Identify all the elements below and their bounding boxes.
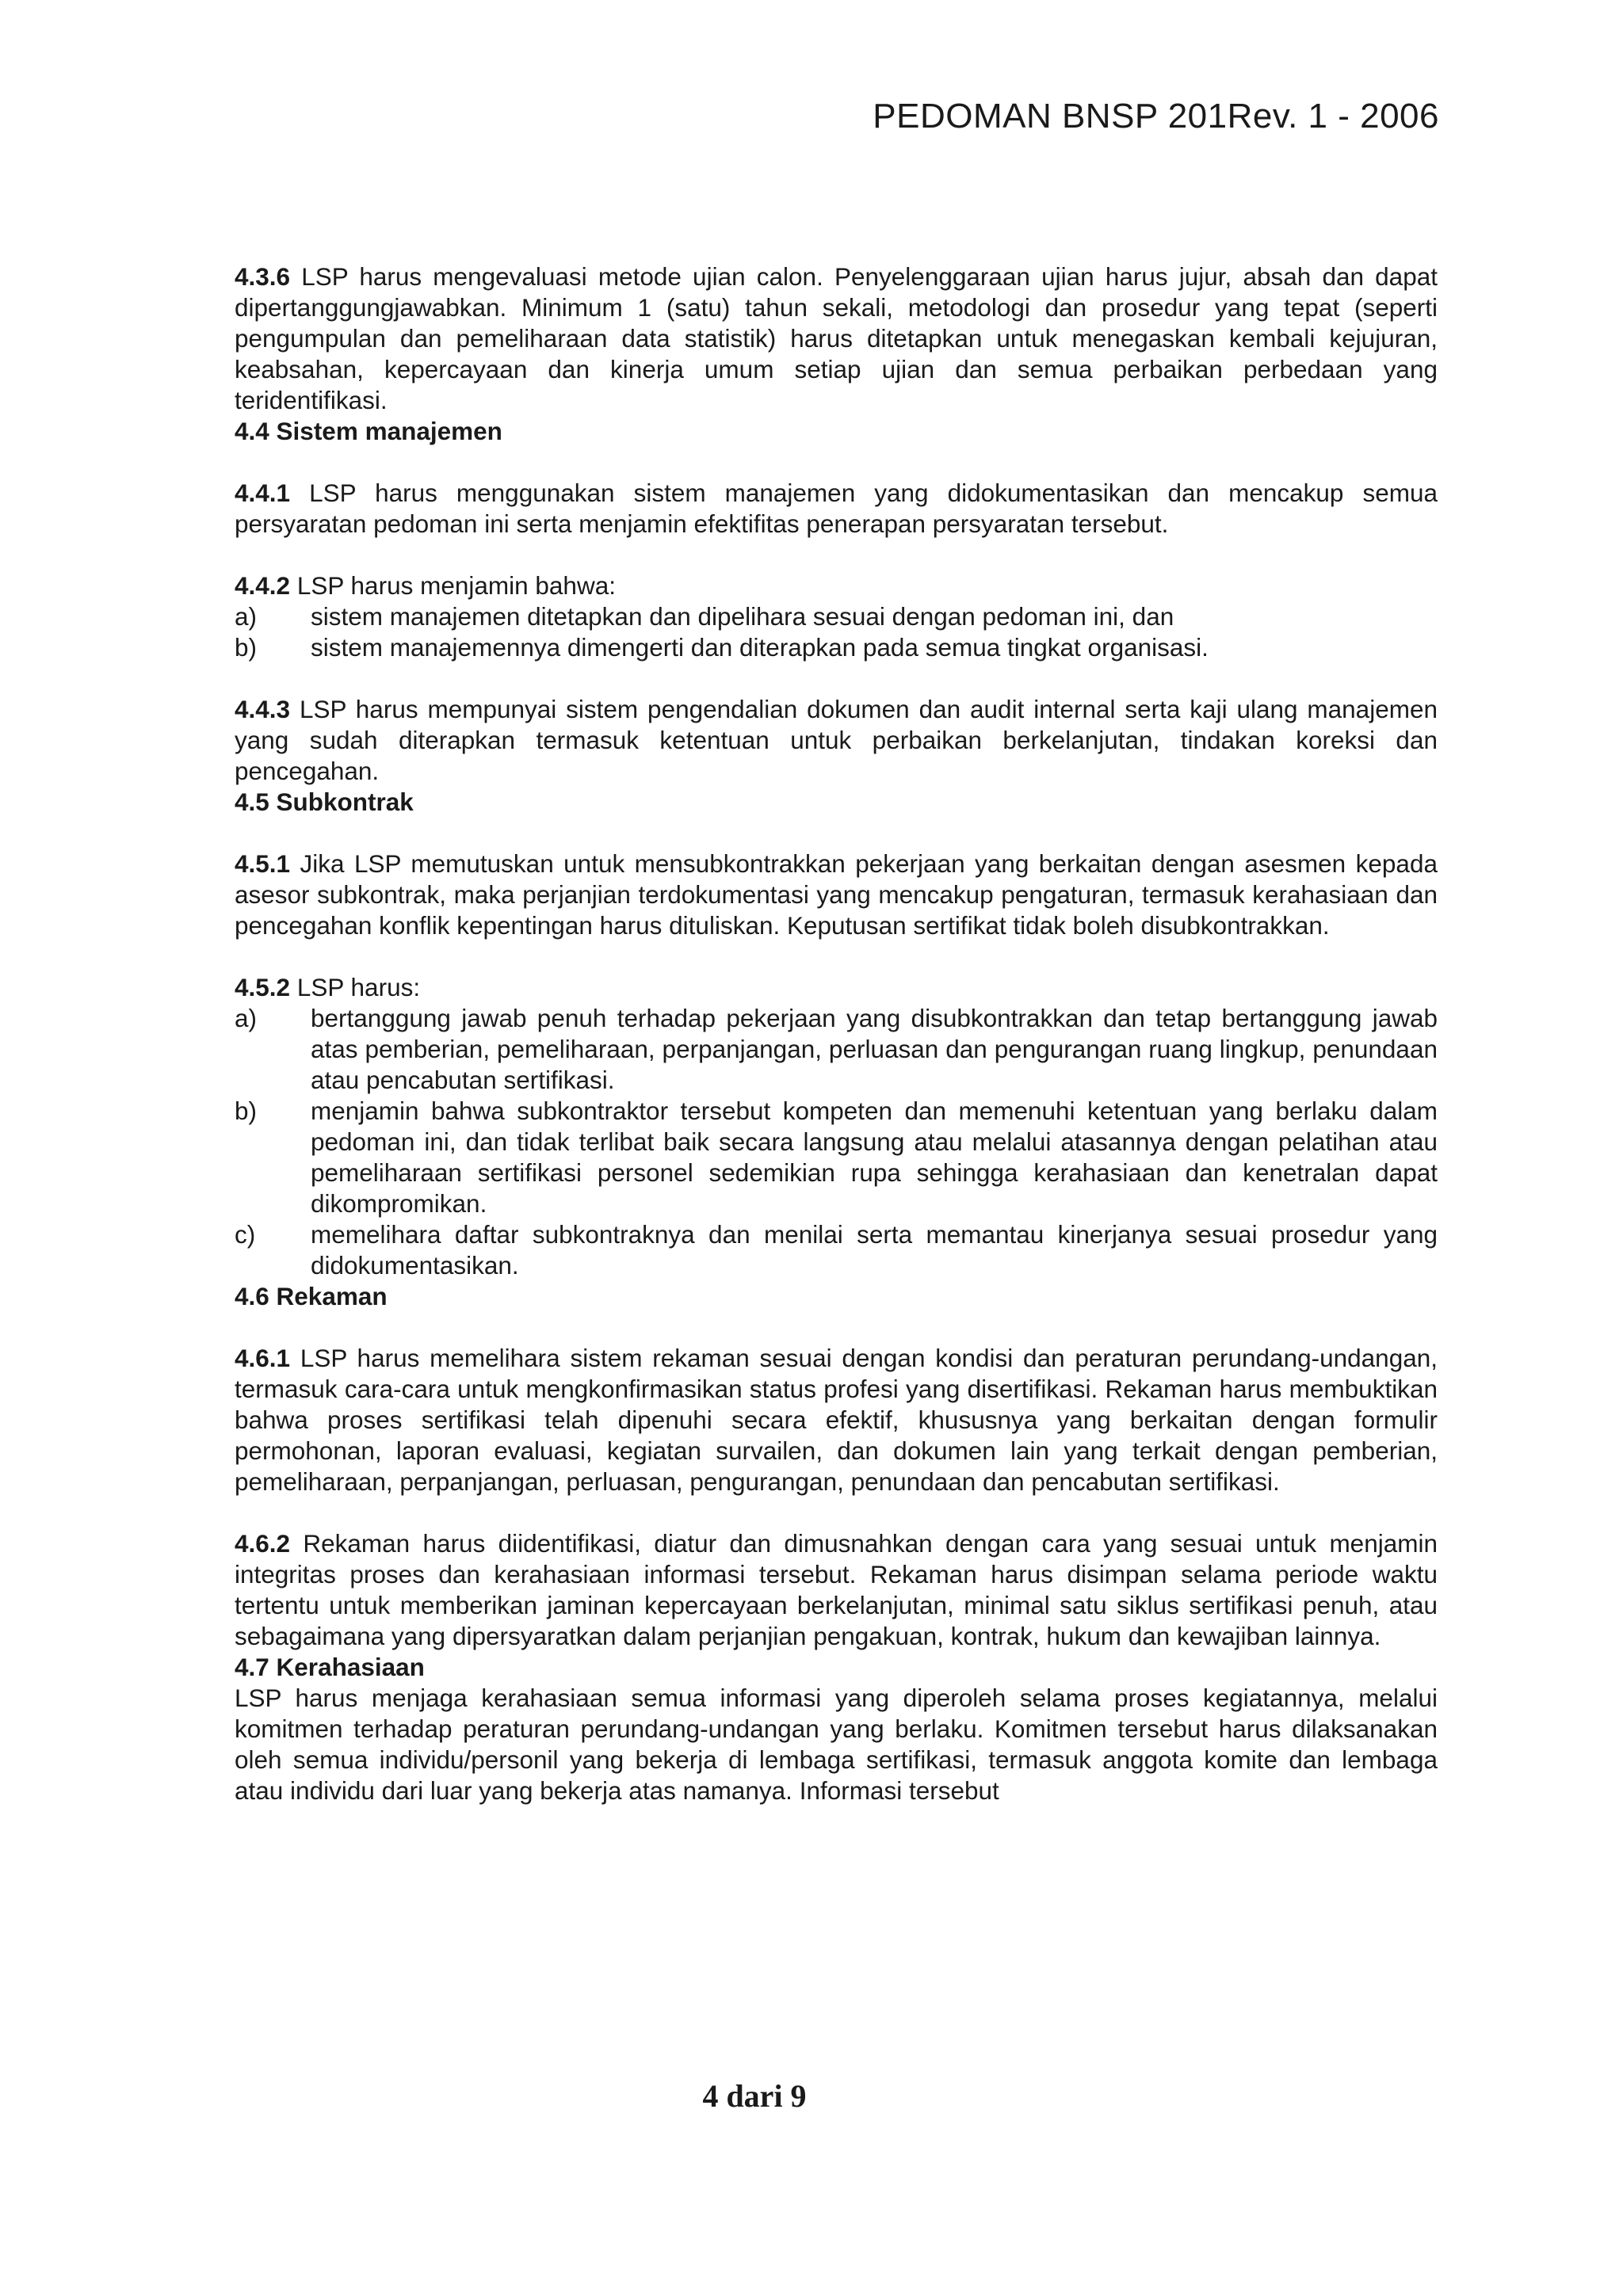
- list-text: memelihara daftar subkontraknya dan menilai serta memantau kinerjanya sesuai prosedur yang didokumentasikan.: [311, 1220, 1438, 1280]
- paragraph-4-3-6: [235, 261, 1438, 416]
- clause-number: 4.4.1: [235, 479, 291, 507]
- clause-text: LSP harus memelihara sistem rekaman sesuai dengan kondisi dan peraturan perundang-undangan, termasuk cara-cara untuk mengkonfirmasikan status profesi yang disertifikasi. Rekaman harus membuktikan bahwa proses sertifikasi telah dipenuhi secara efektif, khususnya yang berkaitan dengan formulir permohonan, laporan evaluasi, kegiatan survailen, dan dokumen lain yang terkait dengan pemberian, pemeliharaan, perpanjangan, perluasan, pengurangan, penundaan dan pencabutan sertifikasi.: [235, 1344, 1438, 1496]
- clause-number: 4.4.3: [235, 695, 291, 723]
- clause-number: 4.6.2: [235, 1529, 291, 1558]
- paragraph-4-7: LSP harus menjaga kerahasiaan semua informasi yang diperoleh selama proses kegiatannya, melalui komitmen terhadap peraturan perundang-undangan yang berlaku. Komitmen tersebut harus dilaksanakan oleh semua individu/personil yang bekerja di lembaga sertifikasi, termasuk anggota komite dan lembaga atau individu dari luar yang bekerja atas namanya. Informasi tersebut: [235, 1684, 1438, 1805]
- section-heading-4-7: 4.7 Kerahasiaan: [235, 1653, 425, 1681]
- clause-number: 4.3.6: [235, 262, 291, 291]
- list-item: [235, 1003, 1438, 1096]
- page-number: 4 dari 9: [702, 2078, 807, 2114]
- clause-list: [235, 1003, 1438, 1281]
- clause-text: LSP harus menggunakan sistem manajemen yang didokumentasikan dan mencakup semua persyaratan pedoman ini serta menjamin efektifitas penerapan persyaratan tersebut.: [235, 479, 1438, 538]
- clause-intro: [235, 570, 1438, 601]
- list-text: sistem manajemen ditetapkan dan dipelihara sesuai dengan pedoman ini, dan: [311, 602, 1174, 631]
- page-header: PEDOMAN BNSP 201Rev. 1 - 2006: [873, 97, 1439, 135]
- clause-text: LSP harus menjamin bahwa:: [290, 571, 616, 600]
- clause-number: 4.6.1: [235, 1344, 291, 1372]
- paragraph-4-4-1: [235, 478, 1438, 540]
- paragraph-4-4-2: [235, 570, 1438, 663]
- document-body: [235, 261, 1438, 1806]
- list-marker: b): [235, 1097, 258, 1125]
- paragraph-4-6-1: [235, 1343, 1438, 1497]
- section-heading-4-6: 4.6 Rekaman: [235, 1282, 388, 1310]
- clause-text: LSP harus mengevaluasi metode ujian calon. Penyelenggaraan ujian harus jujur, absah dan dapat dipertanggungjawabkan. Minimum 1 (satu) tahun sekali, metodologi dan prosedur yang tepat (seperti pengumpulan dan pemeliharaan data statistik) harus ditetapkan untuk menegaskan kembali kejujuran, keabsahan, kepercayaan dan kinerja umum setiap ujian dan semua perbaikan perbedaan yang teridentifikasi.: [235, 262, 1438, 414]
- list-marker: c): [235, 1220, 256, 1249]
- list-marker: b): [235, 633, 258, 662]
- paragraph-4-6-2: [235, 1528, 1438, 1652]
- clause-number: 4.5.2: [235, 973, 291, 1001]
- list-item: [235, 1096, 1438, 1219]
- clause-text: LSP harus mempunyai sistem pengendalian dokumen dan audit internal serta kaji ulang manajemen yang sudah diterapkan termasuk ketentuan untuk perbaikan berkelanjutan, tindakan koreksi dan pencegahan.: [235, 695, 1438, 785]
- list-text: sistem manajemennya dimengerti dan diterapkan pada semua tingkat organisasi.: [311, 633, 1209, 662]
- paragraph-4-5-1: [235, 849, 1438, 941]
- section-heading-4-5: 4.5 Subkontrak: [235, 788, 414, 816]
- clause-intro: [235, 972, 1438, 1003]
- list-marker: a): [235, 1004, 258, 1032]
- clause-text: Rekaman harus diidentifikasi, diatur dan dimusnahkan dengan cara yang sesuai untuk menjamin integritas proses dan kerahasiaan informasi tersebut. Rekaman harus disimpan selama periode waktu tertentu untuk memberikan jaminan kepercayaan berkelanjutan, minimal satu siklus sertifikasi penuh, atau sebagaimana yang dipersyaratkan dalam perjanjian pengakuan, kontrak, hukum dan kewajiban lainnya.: [235, 1529, 1438, 1650]
- list-text: bertanggung jawab penuh terhadap pekerjaan yang disubkontrakkan dan tetap bertanggung jawab atas pemberian, pemeliharaan, perpanjangan, perluasan dan pengurangan ruang lingkup, penundaan atau pencabutan sertifikasi.: [311, 1004, 1438, 1094]
- list-marker: a): [235, 602, 258, 631]
- paragraph-4-5-2: [235, 972, 1438, 1281]
- list-text: menjamin bahwa subkontraktor tersebut kompeten dan memenuhi ketentuan yang berlaku dalam pedoman ini, dan tidak terlibat baik secara langsung atau melalui atasannya dengan pelatihan atau pemeliharaan sertifikasi personel sedemikian rupa sehingga kerahasiaan dan kenetralan dapat dikompromikan.: [311, 1097, 1438, 1218]
- list-item: [235, 1219, 1438, 1281]
- clause-number: 4.5.1: [235, 849, 291, 878]
- clause-text: LSP harus:: [290, 973, 421, 1001]
- clause-text: Jika LSP memutuskan untuk mensubkontrakkan pekerjaan yang berkaitan dengan asesmen kepada asesor subkontrak, maka perjanjian terdokumentasi yang mencakup pengaturan, termasuk kerahasiaan dan pencegahan konflik kepentingan harus dituliskan. Keputusan sertifikat tidak boleh disubkontrakkan.: [235, 849, 1438, 940]
- list-item: [235, 632, 1438, 663]
- clause-number: 4.4.2: [235, 571, 291, 600]
- section-heading-4-4: 4.4 Sistem manajemen: [235, 417, 502, 445]
- paragraph-4-4-3: [235, 694, 1438, 787]
- clause-list: [235, 601, 1438, 663]
- list-item: [235, 601, 1438, 632]
